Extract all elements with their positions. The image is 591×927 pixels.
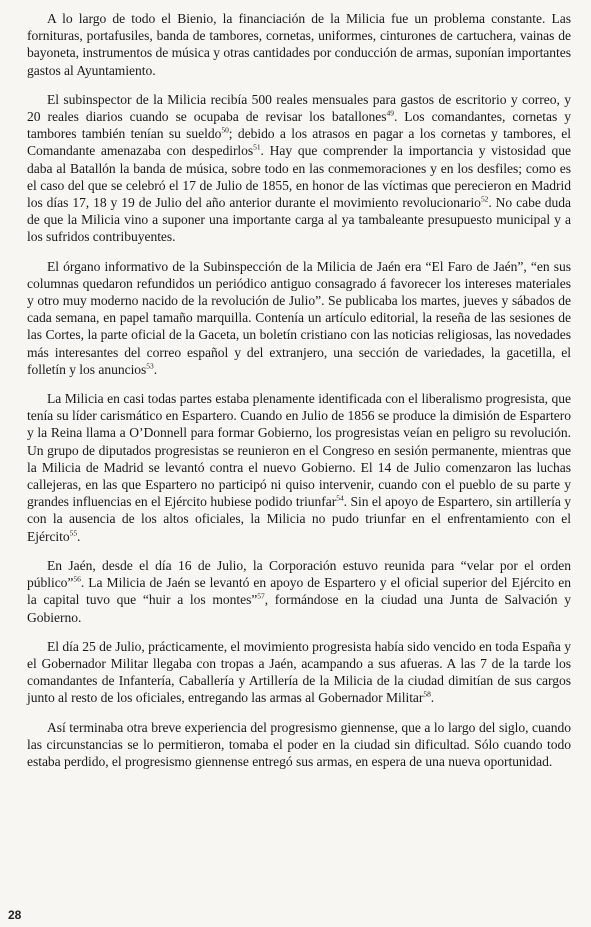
- paragraph: [27, 390, 571, 545]
- text-run: Así terminaba otra breve experiencia del progresismo giennense, que a lo largo del siglo, cuando las circunstancias se lo permitieron, tomaba el poder en la ciudad sin dificultad. Sólo cuando todo estaba perdido, el progresismo giennense entregó sus armas, en espera de una nueva oportunidad.: [27, 719, 571, 769]
- footnote-ref: 57: [257, 591, 265, 601]
- text-run: . Los comandantes, cornetas y tambores también tenían su sueldo: [27, 109, 571, 142]
- text-run: El subinspector de la Milicia recibía 500 reales mensuales para gastos de escritorio y correo, y 20 reales diarios cuando se ocupaba de revisar los batallones: [27, 91, 571, 125]
- footnote-ref: 54: [336, 493, 344, 503]
- text-run: A lo largo de todo el Bienio, la financiación de la Milicia fue un problema constante. Las fornituras, portafusiles, banda de tambores, cornetas, uniformes, cinturones de cartuchera, vainas de bayoneta, instrumentos de música y otras cantidades por conducción de armas, suponían importantes gastos al Ayuntamiento.: [27, 11, 571, 78]
- footnote-ref: 49: [386, 108, 394, 118]
- text-run: . No cabe duda de que la Milicia vino a suponer una importante carga al ya tambaleante presupuesto municipal y a los sufridos contribuyentes.: [27, 195, 571, 245]
- paragraph: [27, 638, 571, 707]
- footnote-ref: 53: [146, 361, 154, 371]
- page-number: 28: [8, 908, 22, 922]
- text-run: . La Milicia de Jaén se levantó en apoyo de Espartero y el oficial superior del Ejército en la capital tuvo que “huir a los montes”: [27, 575, 571, 608]
- text-run: El día 25 de Julio, prácticamente, el movimiento progresista había sido vencido en toda España y el Gobernador Militar llegaba con tropas a Jaén, acampando a sus afueras. A las 7 de la tarde los comandantes de Infantería, Caballería y Artillería de la Milicia de la ciudad dimitían de sus cargos junto al resto de los oficiales, entregando las armas al Gobernador Militar: [27, 638, 571, 706]
- text-run: La Milicia en casi todas partes estaba plenamente identificada con el liberalismo progresista, que tenía su líder carismático en Espartero. Cuando en Julio de 1856 se produce la dimisión de Espartero y la Reina llama a O’Donnell para formar Gobierno, los progresistas veían en peligro su revolución. Un grupo de diputados progresistas se reunieron en el Congreso en sesión permanente, mientras que la Milicia de Madrid se levantó contra el nuevo Gobierno. El 14 de Julio comenzaron las luchas callejeras, en las que Espartero no participó ni quiso intervenir, cuando con el pueblo de su parte y grandes influencias en el Ejército hubiese podido triunfar: [27, 391, 571, 510]
- text-run: .: [430, 690, 435, 706]
- footnote-ref: 55: [69, 528, 78, 538]
- paragraph: [27, 258, 571, 378]
- footnote-ref: 50: [221, 125, 229, 135]
- footnote-ref: 56: [73, 574, 81, 584]
- text-run: .: [77, 528, 81, 544]
- text-run: El órgano informativo de la Subinspección de la Milicia de Jaén era “El Faro de Jaén”, “en sus columnas quedaron refundidos un periódico antiguo consagrado á favorecer los intereses materiales y otro muy moderno nacido de la revolución de Julio”. Se publicaba los martes, jueves y sábados de cada semana, en papel tamaño marquilla. Contenía un artículo editorial, la reseña de las sesiones de las Cortes, la parte oficial de la Gaceta, un boletín cristiano con las noticias religiosas, las novedades más interesantes del correo español y del extranjero, una sección de variedades, la gacetilla, el folletín y los anuncios: [27, 258, 571, 377]
- text-run: En Jaén, desde el día 16 de Julio, la Corporación estuvo reunida para “velar por el orden público”: [27, 557, 571, 591]
- footnote-ref: 52: [480, 194, 489, 204]
- footnote-ref: 58: [423, 689, 431, 699]
- paragraph: [27, 91, 571, 246]
- footnote-ref: 51: [253, 142, 261, 152]
- text-run: . Sin el apoyo de Espartero, sin artillería y con la ausencia de los altos oficiales, la Milicia no pudo triunfar en el enfrentamiento con el Ejército: [27, 494, 571, 544]
- text-run: . Hay que comprender la importancia y vistosidad que daba al Batallón la banda de música, sobre todo en las conmemoraciones y en los desfiles; como es el caso del que se celebró el 17 de Julio de 1855, en honor de las víctimas que perecieron en Madrid los días 17, 18 y 19 de Julio del año anterior durante el movimiento revolucionario: [27, 143, 572, 211]
- body-text: [27, 10, 571, 770]
- paragraph: [27, 10, 571, 79]
- text-run: .: [153, 361, 158, 377]
- paragraph: [27, 719, 571, 771]
- text-run: ; debido a los atrasos en pagar a los cornetas y tambores, el Comandante amenazaba con despedirlos: [27, 126, 571, 159]
- text-run: , formándose en la ciudad una Junta de Salvación y Gobierno.: [27, 592, 571, 625]
- paragraph: [27, 557, 571, 626]
